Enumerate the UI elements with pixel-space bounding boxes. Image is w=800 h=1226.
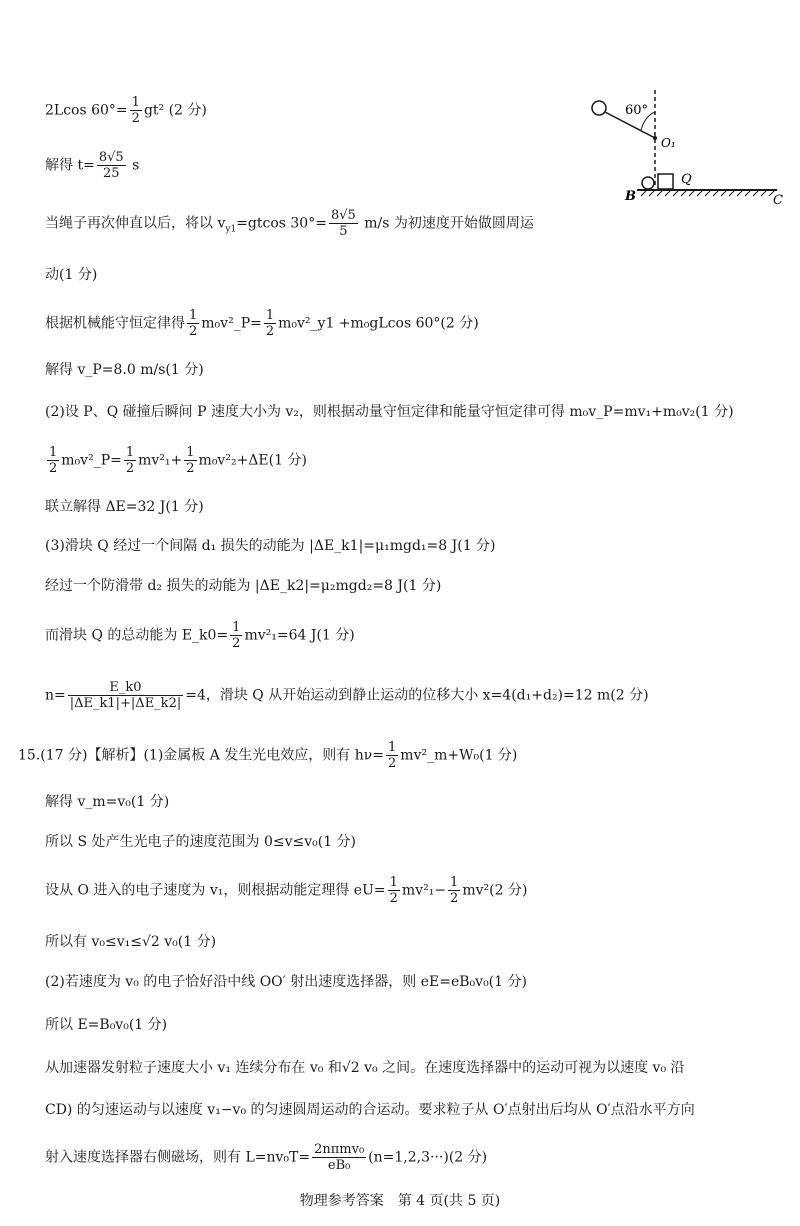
eq-text: m/s 为初速度开始做圆周运	[359, 215, 534, 232]
eq-text: 而滑块 Q 的总动能为 E_k0=	[45, 627, 229, 644]
frac-num: 2nπmv₀	[314, 1142, 365, 1157]
line-4: 动(1 分)	[45, 267, 98, 283]
frac-den: 2	[131, 111, 140, 126]
line-11: 经过一个防滑带 d₂ 损失的动能为 |ΔE_k2|=μ₂mgd₂=8 J(1 分)	[45, 578, 442, 594]
eq-text: =gtcos 30°=	[236, 215, 327, 232]
eq-text: m₀v²_P=	[61, 452, 122, 469]
frac-den: 2	[189, 324, 198, 339]
frac-num: 1	[131, 95, 140, 110]
pendulum-figure	[585, 90, 785, 215]
fraction	[386, 740, 398, 771]
frac-den: 2	[186, 461, 195, 476]
frac-den: 2	[232, 636, 241, 651]
fraction	[68, 680, 183, 711]
ball-at-b	[642, 177, 654, 189]
eq-text: m₀v²_P=	[201, 315, 262, 332]
line-15: 解得 v_m=v₀(1 分)	[45, 794, 170, 810]
line-1	[45, 95, 207, 126]
eq-text: 解得 t=	[45, 157, 95, 174]
fraction	[230, 620, 242, 651]
subscript: y1	[225, 224, 237, 235]
frac-num: 1	[265, 308, 275, 323]
line-10: (3)滑块 Q 经过一个间隔 d₁ 损失的动能为 |ΔE_k1|=μ₁mgd₁=8 J(1 分)	[45, 538, 496, 554]
eq-text: gt² (2 分)	[143, 102, 207, 119]
eq-text: mv²₁+	[138, 452, 183, 469]
line-8	[45, 445, 307, 476]
pivot-o1	[653, 136, 657, 140]
angle-label: 60°	[625, 103, 649, 118]
fraction	[130, 95, 142, 126]
line-20: 所以 E=B₀v₀(1 分)	[45, 1017, 168, 1033]
q-label: Q	[681, 172, 692, 187]
line-2	[45, 150, 139, 181]
eq-text: s	[127, 157, 140, 174]
b-label: B	[625, 189, 636, 204]
frac-den: |ΔE_k1|+|ΔE_k2|	[69, 696, 182, 711]
frac-num: 1	[189, 308, 198, 323]
frac-num: 1	[389, 875, 398, 890]
fraction	[184, 445, 196, 476]
eq-text: 根据机械能守恒定律得	[45, 315, 185, 332]
fraction	[47, 445, 59, 476]
frac-num: 1	[388, 740, 397, 755]
eq-text: (n=1,2,3···)(2 分)	[368, 1149, 488, 1166]
fraction	[312, 1142, 366, 1173]
frac-num: 8√5	[98, 150, 124, 165]
eq-text: mv²(2 分)	[462, 882, 528, 899]
eq-text: m₀v²_y1 +m₀gLcos 60°(2 分)	[278, 315, 479, 332]
line-14	[18, 740, 517, 771]
line-13	[45, 680, 649, 711]
frac-den: 5	[339, 224, 348, 239]
frac-den: 2	[388, 756, 397, 771]
frac-num: 1	[232, 620, 241, 635]
line-5	[45, 308, 479, 339]
page-footer: 物理参考答案 第 4 页(共 5 页)	[299, 1193, 501, 1209]
fraction	[329, 208, 358, 239]
eq-text: 当绳子再次伸直以后，将以 v	[45, 215, 226, 232]
c-label: C	[773, 193, 783, 208]
line-3	[45, 208, 534, 239]
frac-den: 2	[450, 891, 459, 906]
eq-text: 射入速度选择器右侧磁场，则有 L=nv₀T=	[45, 1149, 311, 1166]
frac-den: 2	[389, 891, 398, 906]
eq-text: 2Lcos 60°=	[45, 102, 128, 119]
eq-text: 设从 O 进入的电子速度为 v₁，则根据动能定理得 eU=	[45, 882, 386, 899]
fraction	[388, 875, 400, 906]
eq-text: m₀v²₂+ΔE(1 分)	[198, 452, 307, 469]
eq-text: n=	[45, 687, 66, 704]
line-12	[45, 620, 355, 651]
eq-text: 15.(17 分)【解析】(1)金属板 A 发生光电效应，则有 hν=	[18, 747, 385, 764]
eq-text: mv²₁=64 J(1 分)	[244, 627, 355, 644]
fraction	[187, 308, 199, 339]
frac-den: 25	[102, 166, 120, 181]
line-16: 所以 S 处产生光电子的速度范围为 0≤v≤v₀(1 分)	[45, 834, 357, 850]
line-18: 所以有 v₀≤v₁≤√2 v₀(1 分)	[45, 934, 217, 950]
frac-den: 2	[49, 461, 58, 476]
line-21: 从加速器发射粒子速度大小 v₁ 连续分布在 v₀ 和√2 v₀ 之间。在速度选择器中的运动可视为以速度 v₀ 沿	[45, 1060, 685, 1076]
o1-label: O₁	[661, 136, 676, 150]
frac-num: 1	[125, 445, 135, 460]
line-22: CD) 的匀速运动与以速度 v₁−v₀ 的匀速圆周运动的合运动。要求粒子从 O′点射出后均从 O′点沿水平方向	[45, 1102, 695, 1118]
frac-num: 8√5	[330, 208, 356, 223]
line-23	[45, 1142, 487, 1173]
block-q	[658, 174, 673, 189]
frac-den: eB₀	[327, 1158, 351, 1173]
line-9: 联立解得 ΔE=32 J(1 分)	[45, 499, 204, 515]
fraction	[264, 308, 276, 339]
ball-p	[592, 101, 606, 115]
eq-text: =4，滑块 Q 从开始运动到静止运动的位移大小 x=4(d₁+d₂)=12 m(2 分)	[185, 687, 649, 704]
line-19: (2)若速度为 v₀ 的电子恰好沿中线 OO′ 射出速度选择器，则 eE=eB₀v₀(1 分)	[45, 974, 527, 990]
fraction	[97, 150, 126, 181]
frac-num: 1	[186, 445, 195, 460]
frac-num: 1	[49, 445, 58, 460]
frac-num: 1	[450, 875, 459, 890]
fraction	[448, 875, 460, 906]
frac-num: E_k0	[68, 680, 183, 696]
fraction	[124, 445, 136, 476]
line-6: 解得 v_P=8.0 m/s(1 分)	[45, 362, 204, 378]
eq-text: mv²_m+W₀(1 分)	[400, 747, 518, 764]
line-17	[45, 875, 527, 906]
line-7: (2)设 P、Q 碰撞后瞬间 P 速度大小为 v₂，则根据动量守恒定律和能量守恒定律可得 m₀v_P=mv₁+m₀v₂(1 分)	[45, 404, 734, 420]
frac-den: 2	[265, 324, 275, 339]
eq-text: mv²₁−	[401, 882, 447, 899]
frac-den: 2	[125, 461, 135, 476]
